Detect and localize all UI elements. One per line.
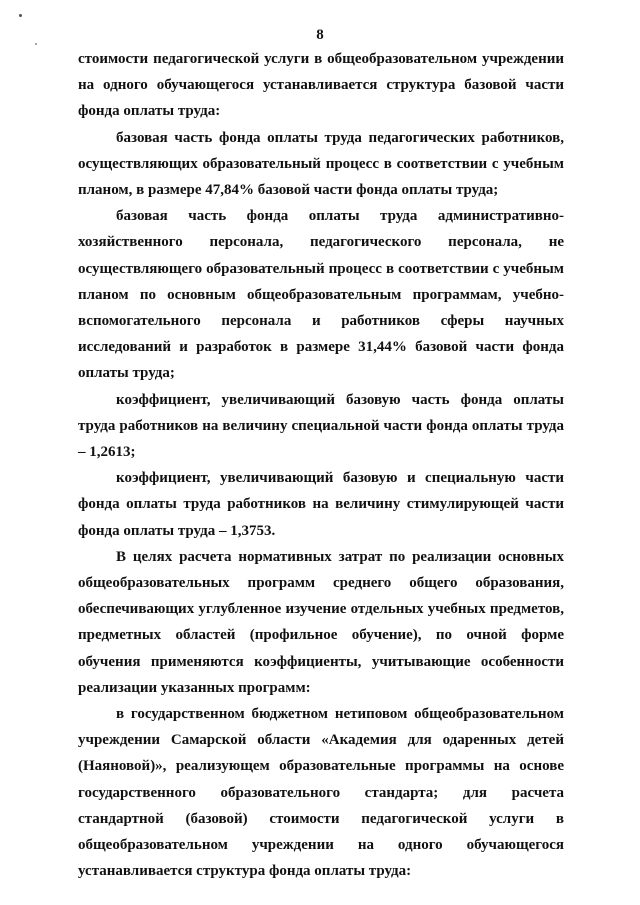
paragraph-incentive-part-coefficient: коэффициент, увеличивающий базовую и специальную части фонда оплаты труда работников на величину стимулирующей части фонда оплаты труда – 1,3753.: [78, 470, 564, 539]
paragraph-special-part-coefficient: коэффициент, увеличивающий базовую часть фонда оплаты труда работников на величину специальной части фонда оплаты труда – 1,2613;: [78, 391, 564, 461]
scan-speck: [19, 14, 22, 17]
paragraph-normative-costs: В целях расчета нормативных затрат по реализации основных общеобразовательных программ среднего общего образования, обеспечивающих углубленное изучение отдельных учебных предметов, предметных областей (профильное обучение), по очной форме обучения применяются коэффициенты, учитывающие особенности реализации указанных программ:: [78, 548, 564, 696]
page-number: 8: [316, 27, 324, 43]
paragraph-academy-naianova: в государственном бюджетном нетиповом общеобразовательном учреждении Самарской области «Академия для одаренных детей (Наяновой)», реализующем образовательные программы на основе государственного образовательного стандарта; для расчета стандартной (базовой) стоимости педагогической услуги в общеобразовательном учреждении на одного обучающегося устанавливается структура фонда оплаты труда:: [78, 706, 564, 880]
paragraph-admin-staff-share: базовая часть фонда оплаты труда административно-хозяйственного персонала, педагогического персонала, не осуществляющего образовательный процесс в соответствии с учебным планом по основным общеобразовательным программам, учебно-вспомогательного персонала и работников сферы научных исследований и разработок в размере 31,44% базовой части фонда оплаты труда;: [78, 208, 564, 382]
document-body: [78, 46, 564, 885]
paragraph-teaching-staff-share: базовая часть фонда оплаты труда педагогических работников, осуществляющих образовательный процесс в соответствии с учебным планом, в размере 47,84% базовой части фонда оплаты труда;: [78, 129, 564, 199]
paragraph-continuation: стоимости педагогической услуги в общеобразовательном учреждении на одного обучающегося устанавливается структура базовой части фонда оплаты труда:: [78, 51, 564, 120]
